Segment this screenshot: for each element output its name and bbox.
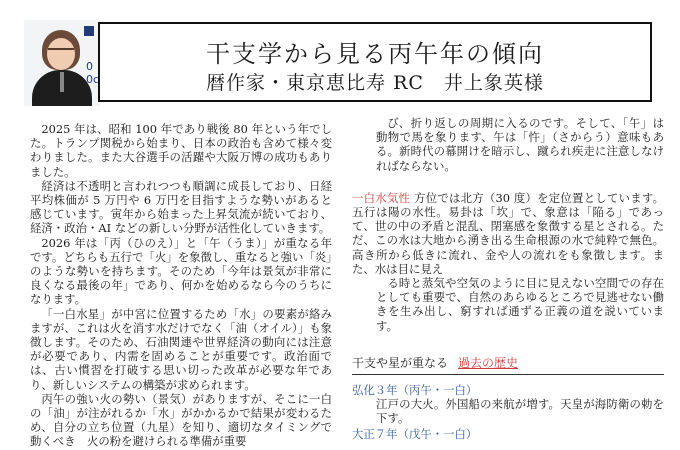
title-box <box>98 22 652 102</box>
paragraph-5: 丙午の強い火の勢い（景気）がありますが、そこに一白の「油」が注がれるか「水」がかかるかで結果が変わるため、自分の立ち位置（九星）を知り、適切なタイミングで動くべき 火の粉を避けられる準備が重要 <box>30 391 332 449</box>
ippaku-term: 一白水気性 <box>352 190 411 205</box>
left-column <box>30 122 332 449</box>
paragraph-4: 「一白水星」が中宮に位置するため「水」の要素が絡みますが、これは火を消す水だけでなく「油（オイル）」も象徴します。そのため、石油関連や世界経済の動向には注意が必要であり、内需を固めることが重要です。政治面では、古い慣習を打破する思い切った改革が必要な年であり、新しいシステムの構築が求められます。 <box>30 306 332 392</box>
paragraph-3: 2026 年は「丙（ひのえ）」と「午（うま）」が重なる年です。どちらも五行で「火」を象徴し、重なると強い「炎」のような勢いを持ちます。そのため「今年は景気が非常に良くなる最後の年」であり、何かを始めるなら今のうちになります。 <box>30 235 332 307</box>
page-title: 干支学から見る丙午年の傾向 <box>206 40 544 68</box>
history-header-link[interactable]: 過去の歴史 <box>458 355 519 370</box>
paragraph-1: 2025 年は、昭和 100 年であり戦後 80 年という年でした。トランプ関税から始まり、日本の政治も含めて様々変わりました。また大谷選手の活躍や大阪万博の成功もありました。 <box>30 122 332 179</box>
ippaku-section <box>352 191 664 333</box>
microphone-icon <box>60 72 64 92</box>
speaker-subtitle: 暦作家・東京恵比寿 RC 井上象英様 <box>206 72 544 94</box>
ippaku-text-continued: る時と蒸気や空気のように目に見えない空間での存在としても重要で、自然のあらゆるところで見逃せない働きを生み出し、窮すれば通ずる正義の道を説いています。 <box>376 276 664 333</box>
ippaku-text: 方位では北方（30 度）を定位置としています。五行は陽の水性。易卦は「坎」で、象意は「陥る」であって、世の中の矛盾と混乱、閉塞感を象徴する星とされる。ただ、この水は大地から湧き出る生命根源の水で純粋で無色。高き所から低きに流れ、金や人の流れをも象徴します。また、水は目に見え <box>352 190 664 276</box>
history-era-1: 弘化３年（丙午・一白） <box>352 382 478 397</box>
history-era-2: 大正７年（戊午・一白） <box>352 427 478 442</box>
history-desc-1: 江戸の大火。外国船の来航が増す。天皇が海防衛の勅を下す。 <box>376 397 664 426</box>
speaker-photo <box>24 20 100 106</box>
speaker-glasses <box>48 48 74 56</box>
backdrop-logo-mark <box>84 26 94 36</box>
backdrop-text: 0 0c <box>86 60 100 86</box>
paragraph-2: 経済は不透明と言われつつも順調に成長しており、日経平均株価が 5 万円や 6 万円を目指すような勢いがあると感じています。寅年から始まった上昇気流が続いており、経済・政治・AI などの新しい分野が活性化していきます。 <box>30 178 332 236</box>
continued-paragraph: び、折り返しの周期に入るのです。そして、「午」は動物で馬を象ります、午は「忤」（さからう）意味もある。新時代の幕開けを暗示し、蹴られ疾走に注意しなければならない。 <box>376 116 664 173</box>
history-header-label: 干支や星が重なる <box>352 355 449 370</box>
right-column <box>352 116 664 442</box>
history-section-header <box>352 355 664 375</box>
